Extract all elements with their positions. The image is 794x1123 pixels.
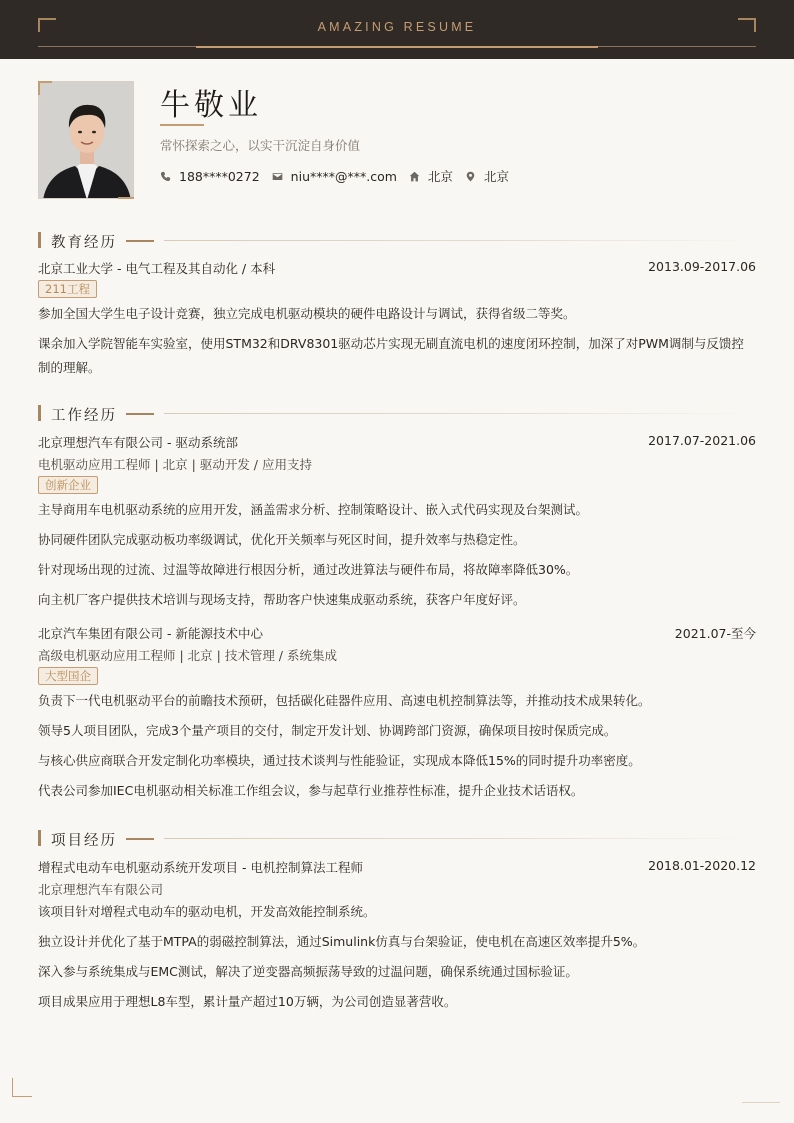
work-item: 负责下一代电机驱动平台的前瞻技术预研，包括碳化硅器件应用、高速电机控制算法等，并推动技术成果转化。: [38, 693, 651, 708]
work-item: 向主机厂客户提供技术培训与现场支持，帮助客户快速集成驱动系统，获客户年度好评。: [38, 592, 526, 607]
work-item: 与核心供应商联合开发定制化功率模块，通过技术谈判与性能验证，实现成本降低15%的同时提升功率密度。: [38, 753, 641, 768]
avatar: [38, 81, 134, 199]
work-item: 主导商用车电机驱动系统的应用开发，涵盖需求分析、控制策略设计、嵌入式代码实现及台架测试。: [38, 502, 589, 517]
mail-icon: [272, 171, 283, 182]
section-title: 教育经历: [51, 235, 117, 251]
hometown-text: 北京: [427, 169, 453, 184]
project-item: 深入参与系统集成与EMC测试，解决了逆变器高频振荡导致的过温问题，确保系统通过国标验证。: [38, 964, 578, 979]
candidate-name: 牛敬业: [160, 88, 262, 123]
education-item: 参加全国大学生电子设计竞赛，独立完成电机驱动模块的硬件电路设计与调试，获得省级二等奖。: [38, 306, 576, 321]
project-item: 项目成果应用于理想L8车型，累计量产超过10万辆，为公司创造显著营收。: [38, 994, 457, 1009]
project-organization: 北京理想汽车有限公司: [38, 882, 164, 897]
avatar-corner-decor: [38, 81, 52, 95]
section-header-work: [38, 405, 756, 424]
work-date: 2017.07-2021.06: [648, 433, 756, 448]
section-dash: [126, 240, 154, 242]
contact-phone: [160, 169, 260, 184]
project-item: 独立设计并优化了基于MTPA的弱磁控制算法，通过Simulink仿真与台架验证，使电机在高速区效率提升5%。: [38, 934, 646, 949]
footer-line-decor: [742, 1102, 780, 1103]
location-icon: [465, 171, 476, 182]
home-icon: [409, 171, 420, 182]
contact-location: [465, 167, 509, 185]
contact-email: [272, 169, 397, 184]
section-title: 工作经历: [51, 408, 117, 424]
section-header-projects: [38, 830, 756, 849]
section-dash: [126, 838, 154, 840]
work-item: 针对现场出现的过流、过温等故障进行根因分析，通过改进算法与硬件布局，将故障率降低30%。: [38, 562, 579, 577]
education-date: 2013.09-2017.06: [648, 259, 756, 274]
section-divider: [164, 240, 756, 241]
education-item: 课余加入学院智能车实验室，使用STM32和DRV8301驱动芯片实现无刷直流电机的速度闭环控制，加深了对PWM调制与反馈控制的理解。: [38, 336, 744, 375]
person-portrait-icon: [39, 82, 134, 199]
section-bar: [38, 232, 41, 248]
education-school: 北京工业大学 - 电气工程及其自动化 / 本科: [38, 261, 276, 276]
contact-hometown: [409, 167, 453, 185]
email-address: niu****@***.com: [290, 168, 397, 184]
work-item: 协同硬件团队完成驱动板功率级调试，优化开关频率与死区时间，提升效率与热稳定性。: [38, 532, 526, 547]
footer-corner-decor: [12, 1078, 32, 1097]
section-divider: [164, 838, 756, 839]
work-item: 代表公司参加IEC电机驱动相关标准工作组会议，参与起草行业推荐性标准，提升企业技术话语权。: [38, 783, 584, 798]
work-company: 北京汽车集团有限公司 - 新能源技术中心: [38, 626, 263, 641]
work-date: 2021.07-至今: [674, 626, 756, 641]
section-title: 项目经历: [51, 833, 117, 849]
location-text: 北京: [483, 169, 509, 184]
work-tag: 大型国企: [38, 667, 98, 685]
work-item: 领导5人项目团队，完成3个量产项目的交付，制定开发计划、协调跨部门资源，确保项目按时保质完成。: [38, 723, 617, 738]
work-role: 高级电机驱动应用工程师 | 北京 | 技术管理 / 系统集成: [38, 648, 337, 663]
section-divider: [164, 413, 756, 414]
education-tag: 211工程: [38, 280, 97, 298]
contact-list: [160, 167, 521, 185]
name-underline: [160, 124, 204, 126]
section-dash: [126, 413, 154, 415]
top-banner: [0, 0, 794, 59]
phone-number: 188****0272: [179, 168, 260, 184]
avatar-corner-decor-bottom: [118, 197, 134, 199]
work-tag: 创新企业: [38, 476, 98, 494]
tagline: 常怀探索之心，以实干沉淀自身价值: [160, 138, 361, 153]
section-header-education: [38, 232, 756, 251]
banner-rule-accent: [196, 46, 598, 48]
section-bar: [38, 405, 41, 421]
section-bar: [38, 830, 41, 846]
work-role: 电机驱动应用工程师 | 北京 | 驱动开发 / 应用支持: [38, 457, 312, 472]
phone-icon: [160, 171, 171, 182]
project-name: 增程式电动车电机驱动系统开发项目 - 电机控制算法工程师: [38, 860, 363, 875]
work-company: 北京理想汽车有限公司 - 驱动系统部: [38, 435, 238, 450]
profile-photo: [38, 81, 134, 199]
project-item: 该项目针对增程式电动车的驱动电机，开发高效能控制系统。: [38, 904, 376, 919]
project-date: 2018.01-2020.12: [648, 858, 756, 873]
banner-title: AMAZING RESUME: [317, 20, 477, 34]
